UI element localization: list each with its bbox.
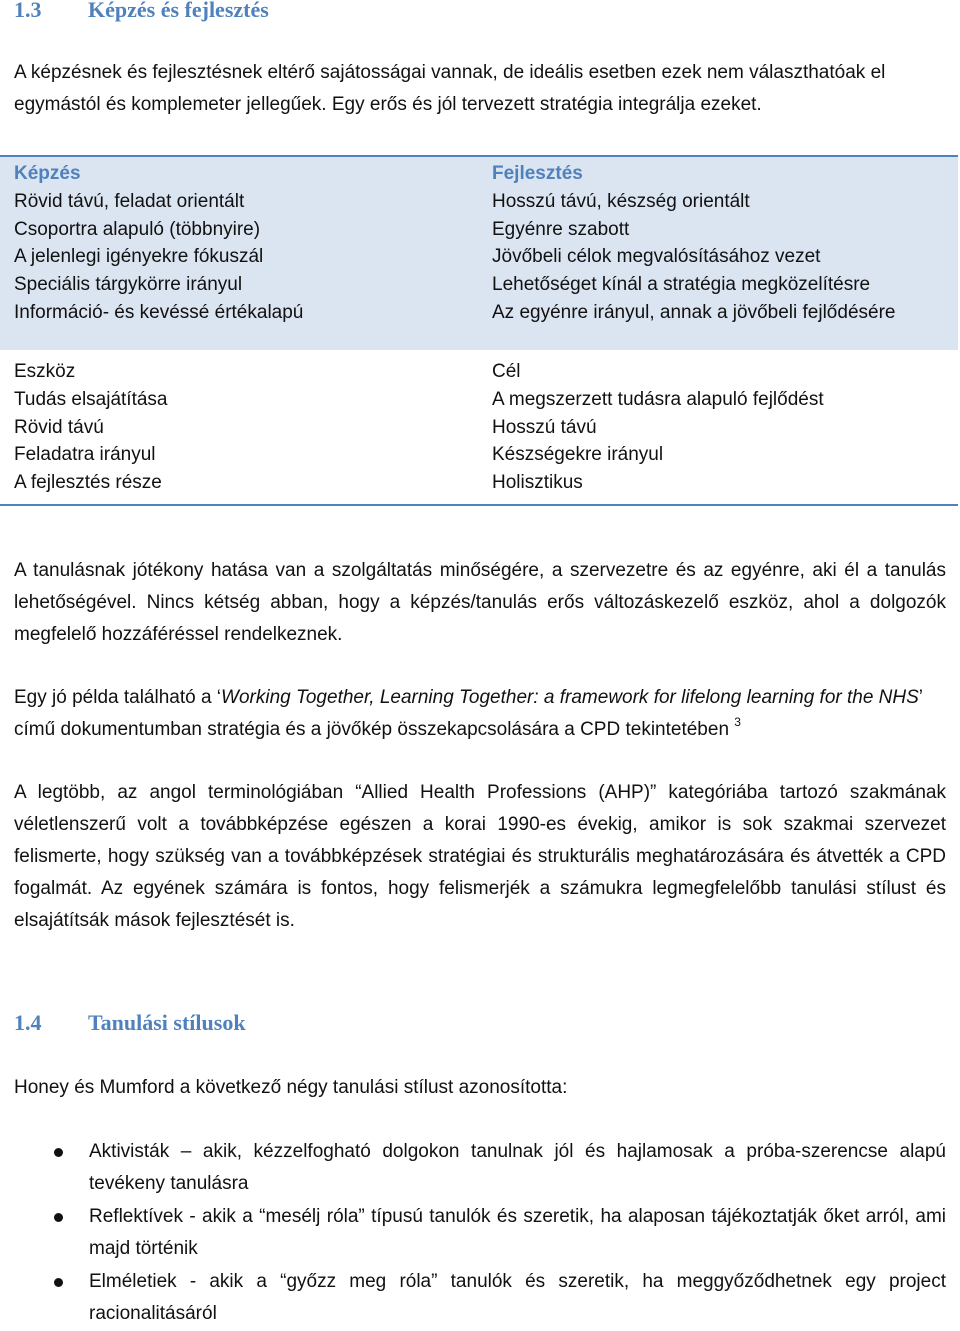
cell-line: Információ- és kevéssé értékalapú [14,301,304,323]
paragraph-tanulas: A tanulásnak jótékony hatása van a szolgáltatás minőségére, a szervezetre és az egyénre, aki él a tanulás lehetőségével. Nincs kétség abban, hogy a képzés/tanulás erős változáskezelő eszköz, ahol a dolgozók megfelelő hozzáféréssel rendelkeznek. [14,560,946,645]
footnote-reference[interactable]: 3 [734,715,741,729]
paragraph-text: Egy jó példa található a ‘ [14,687,222,708]
list-item-text: Aktivisták – akik, kézzelfogható dolgokon tanulnak jól és hajlamosak a próba-szerencse alapú tevékeny tanulásra [89,1141,946,1194]
cell-line: A megszerzett tudásra alapuló fejlődést [492,388,824,410]
cell-line: Jövőbeli célok megvalósításához vezet [492,246,821,268]
table-cell-right [478,156,958,350]
paragraph-honey-mumford: Honey és Mumford a következő négy tanulási stílust azonosította: [14,1077,568,1098]
table-cell-left [0,350,478,505]
intro-paragraph: A képzésnek és fejlesztésnek eltérő sajátosságai vannak, de ideális esetben ezek nem választhatóak el egymástól és komplemeter jellegűek. Egy erős és jól tervezett stratégia integrálja ezeket. [14,62,886,115]
cell-line: Feladatra irányul [14,444,156,466]
cell-line: Rövid távú, feladat orientált [14,190,245,212]
cell-line: Eszköz [14,361,76,382]
table-cell-left [0,156,478,350]
cell-line: Készségekre irányul [492,444,664,466]
section-heading-1-4 [14,1010,246,1036]
paragraph-ahp: A legtöbb, az angol terminológiában “Allied Health Professions (AHP)” kategóriába tartozó szakmának véletlenszerű volt a továbbképzése egészen a korai 1990-es évekig, amikor is sok szakmai szervezet felismerte, hogy szükség van a továbbképzések stratégiai és strukturális meghatározására és átvették a CPD fogalmát. Az egyének számára is fontos, hogy felismerjék a számukra legmegfelelőbb tanulási stílust és elsajátítsák mások fejlesztését is. [14,782,946,931]
section-title: Képzés és fejlesztés [88,0,269,22]
cell-line: Lehetőséget kínál a stratégia megközelítésre [492,274,871,296]
list-item [0,1201,946,1265]
section-heading-1-3 [14,0,269,23]
paragraph-text: ’ című dokumentumban stratégia és a jövőkép összekapcsolására a CPD tekintetében [14,687,923,740]
cell-line: Tudás elsajátítása [14,388,168,410]
cell-line: Hosszú távú [492,416,597,438]
cell-line: Rövid távú [14,416,104,438]
comparison-table [0,155,958,506]
list-item-text: Reflektívek - akik a “mesélj róla” típusú tanulók és szeretik, ha alaposan tájékoztatják őket arról, ami majd történik [89,1206,946,1259]
cell-line: Csoportra alapuló (többnyire) [14,218,261,240]
bullet-icon [54,1278,63,1287]
paragraph-pelda [14,682,946,746]
cell-line: Speciális tárgykörre irányul [14,274,243,296]
table-cell-right [478,350,958,505]
table-row [0,156,958,350]
column-header-fejlesztes: Fejlesztés [492,163,583,184]
table-row [0,350,958,505]
cell-line: Egyénre szabott [492,218,630,240]
cell-line: Holisztikus [492,472,583,494]
cell-line: A jelenlegi igényekre fókuszál [14,246,264,268]
document-title: Working Together, Learning Together: a framework for lifelong learning for the NHS [221,687,919,708]
section-number: 1.3 [14,0,42,22]
cell-line: Hosszú távú, készség orientált [492,190,750,212]
list-item [0,1136,946,1200]
list-item-text: Elméletiek - akik a “győzz meg róla” tanulók és szeretik, ha meggyőződhetnek egy project racionalitásáról [89,1271,946,1324]
section-number: 1.4 [14,1010,42,1035]
section-title: Tanulási stílusok [88,1010,246,1035]
learning-styles-list [0,1136,946,1331]
list-item [0,1266,946,1330]
bullet-icon [54,1148,63,1157]
bullet-icon [54,1213,63,1222]
cell-line: Az egyénre irányul, annak a jövőbeli fejlődésére [492,301,896,323]
cell-line: A fejlesztés része [14,472,162,494]
cell-line: Cél [492,361,521,382]
column-header-kepzes: Képzés [14,163,81,184]
